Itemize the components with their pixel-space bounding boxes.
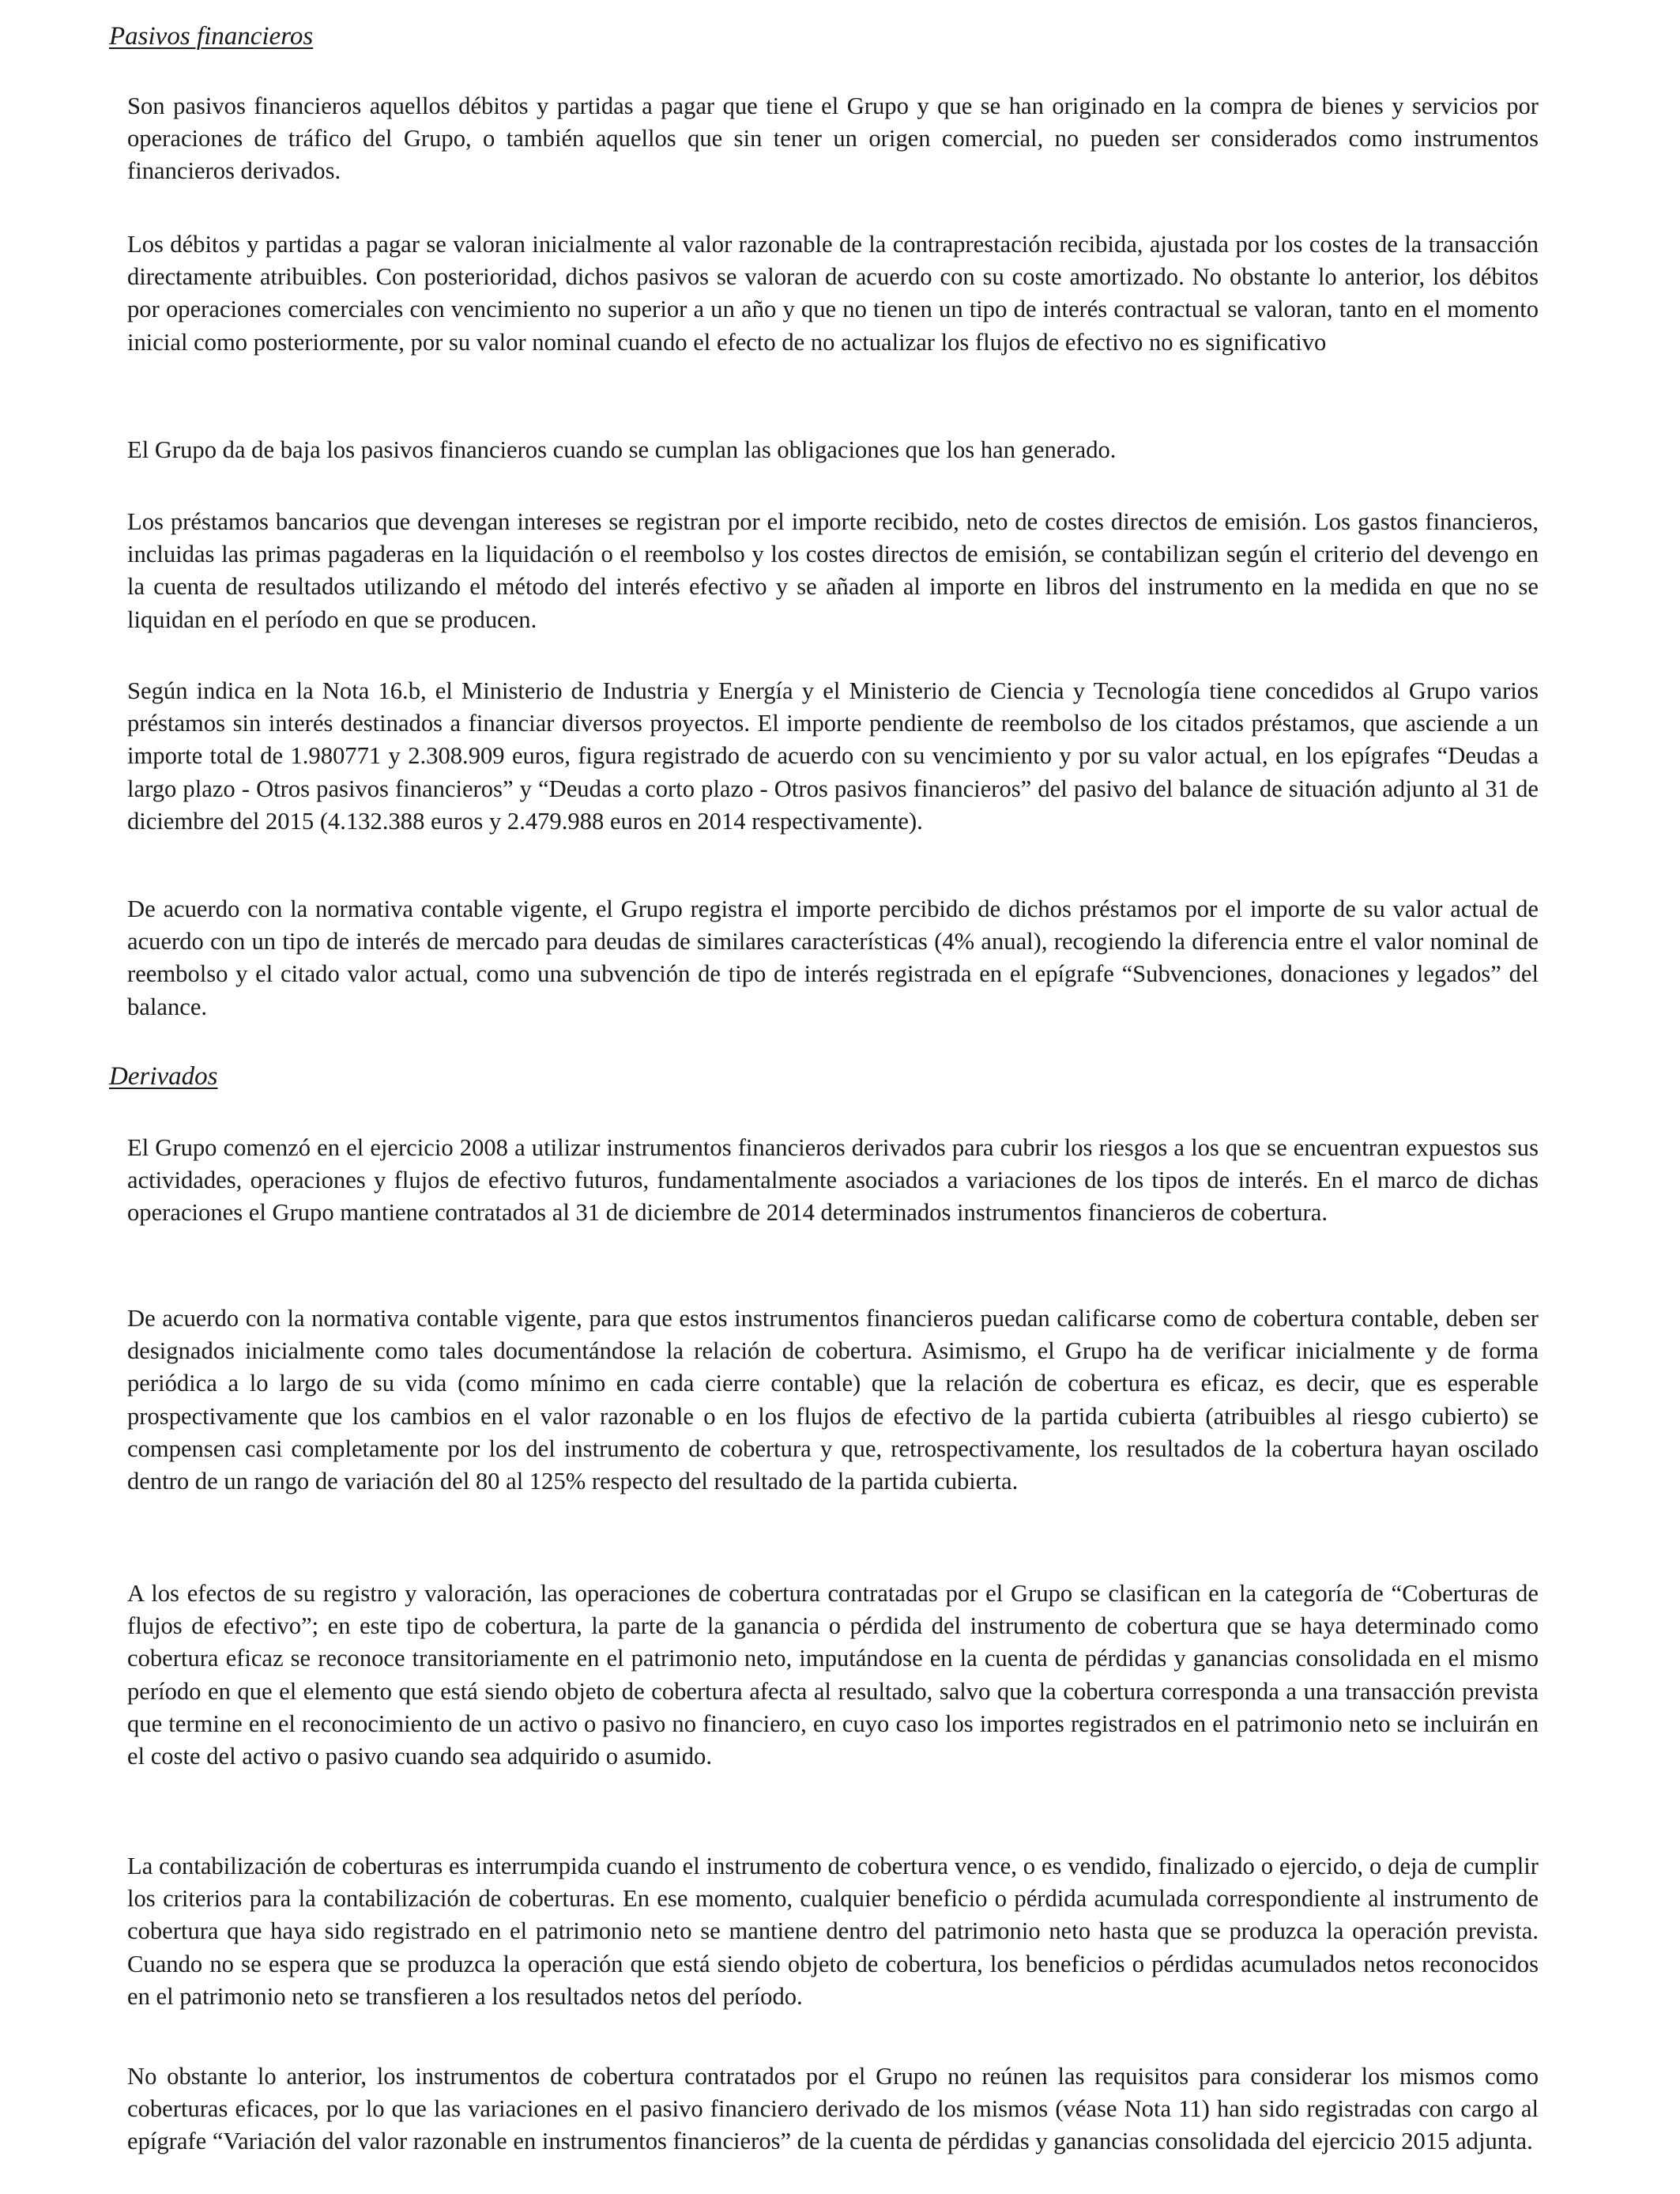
paragraph: Son pasivos financieros aquellos débitos y partidas a pagar que tiene el Grupo y que se han originado en la compra de bienes y servicios por operaciones de tráfico del Grupo, o también aquellos que sin tener un origen comercial, no pueden ser considerados como instrumentos financieros derivados. <box>127 92 1539 185</box>
section-heading-derivados: Derivados <box>109 1062 218 1091</box>
paragraph: Los débitos y partidas a pagar se valoran inicialmente al valor razonable de la contraprestación recibida, ajustada por los costes de la transacción directamente atribuibles. Con posterioridad, dichos pasivos se valoran de acuerdo con su coste amortizado. No obstante lo anterior, los débitos por operaciones comerciales con vencimiento no superior a un año y que no tienen un tipo de interés contractual se valoran, tanto en el momento inicial como posteriormente, por su valor nominal cuando el efecto de no actualizar los flujos de efectivo no es significativo <box>127 231 1539 356</box>
paragraph: Los préstamos bancarios que devengan intereses se registran por el importe recibido, neto de costes directos de emisión. Los gastos financieros, incluidas las primas pagaderas en la liquidación o el reembolso y los costes directos de emisión, se contabilizan según el criterio del devengo en la cuenta de resultados utilizando el método del interés efectivo y se añaden al importe en libros del instrumento en la medida en que no se liquidan en el período en que se producen. <box>127 508 1539 633</box>
paragraph: La contabilización de coberturas es interrumpida cuando el instrumento de cobertura vence, o es vendido, finalizado o ejercido, o deja de cumplir los criterios para la contabilización de coberturas. En ese momento, cualquier beneficio o pérdida acumulada correspondiente al instrumento de cobertura que haya sido registrado en el patrimonio neto se mantiene dentro del patrimonio neto hasta que se produzca la operación prevista. Cuando no se espera que se produzca la operación que está siendo objeto de cobertura, los beneficios o pérdidas acumulados netos reconocidos en el patrimonio neto se transfieren a los resultados netos del período. <box>127 1853 1539 2010</box>
paragraph: No obstante lo anterior, los instrumentos de cobertura contratados por el Grupo no reúnen las requisitos para considerar los mismos como coberturas eficaces, por lo que las variaciones en el pasivo financiero derivado de los mismos (véase Nota 11) han sido registradas con cargo al epígrafe “Variación del valor razonable en instrumentos financieros” de la cuenta de pérdidas y ganancias consolidada del ejercicio 2015 adjunta. <box>127 2063 1539 2155</box>
paragraph: De acuerdo con la normativa contable vigente, para que estos instrumentos financieros puedan calificarse como de cobertura contable, deben ser designados inicialmente como tales documentándose la relación de cobertura. Asimismo, el Grupo ha de verificar inicialmente y de forma periódica a lo largo de su vida (como mínimo en cada cierre contable) que la relación de cobertura es eficaz, es decir, que es esperable prospectivamente que los cambios en el valor razonable o en los flujos de efectivo de la partida cubierta (atribuibles al riesgo cubierto) se compensen casi completamente por los del instrumento de cobertura y que, retrospectivamente, los resultados de la cobertura hayan oscilado dentro de un rango de variación del 80 al 125% respecto del resultado de la partida cubierta. <box>127 1305 1539 1495</box>
paragraph: El Grupo da de baja los pasivos financieros cuando se cumplan las obligaciones que los han generado. <box>127 436 1117 463</box>
paragraph: Según indica en la Nota 16.b, el Ministerio de Industria y Energía y el Ministerio de Ciencia y Tecnología tiene concedidos al Grupo varios préstamos sin interés destinados a financiar diversos proyectos. El importe pendiente de reembolso de los citados préstamos, que asciende a un importe total de 1.980771 y 2.308.909 euros, figura registrado de acuerdo con su vencimiento y por su valor actual, en los epígrafes “Deudas a largo plazo - Otros pasivos financieros” y “Deudas a corto plazo - Otros pasivos financieros” del pasivo del balance de situación adjunto al 31 de diciembre del 2015 (4.132.388 euros y 2.479.988 euros en 2014 respectivamente). <box>127 677 1539 835</box>
section-heading-pasivos-financieros: Pasivos financieros <box>109 22 314 51</box>
paragraph: A los efectos de su registro y valoración, las operaciones de cobertura contratadas por el Grupo se clasifican en la categoría de “Coberturas de flujos de efectivo”; en este tipo de cobertura, la parte de la ganancia o pérdida del instrumento de cobertura que se haya determinado como cobertura eficaz se reconoce transitoriamente en el patrimonio neto, imputándose en la cuenta de pérdidas y ganancias consolidada en el mismo período en que el elemento que está siendo objeto de cobertura afecta al resultado, salvo que la cobertura corresponda a una transacción prevista que termine en el reconocimiento de un activo o pasivo no financiero, en cuyo caso los importes registrados en el patrimonio neto se incluirán en el coste del activo o pasivo cuando sea adquirido o asumido. <box>127 1580 1539 1770</box>
paragraph: De acuerdo con la normativa contable vigente, el Grupo registra el importe percibido de dichos préstamos por el importe de su valor actual de acuerdo con un tipo de interés de mercado para deudas de similares características (4% anual), recogiendo la diferencia entre el valor nominal de reembolso y el citado valor actual, como una subvención de tipo de interés registrada en el epígrafe “Subvenciones, donaciones y legados” del balance. <box>127 895 1539 1020</box>
paragraph: El Grupo comenzó en el ejercicio 2008 a utilizar instrumentos financieros derivados para cubrir los riesgos a los que se encuentran expuestos sus actividades, operaciones y flujos de efectivo futuros, fundamentalmente asociados a variaciones de los tipos de interés. En el marco de dichas operaciones el Grupo mantiene contratados al 31 de diciembre de 2014 determinados instrumentos financieros de cobertura. <box>127 1134 1539 1227</box>
